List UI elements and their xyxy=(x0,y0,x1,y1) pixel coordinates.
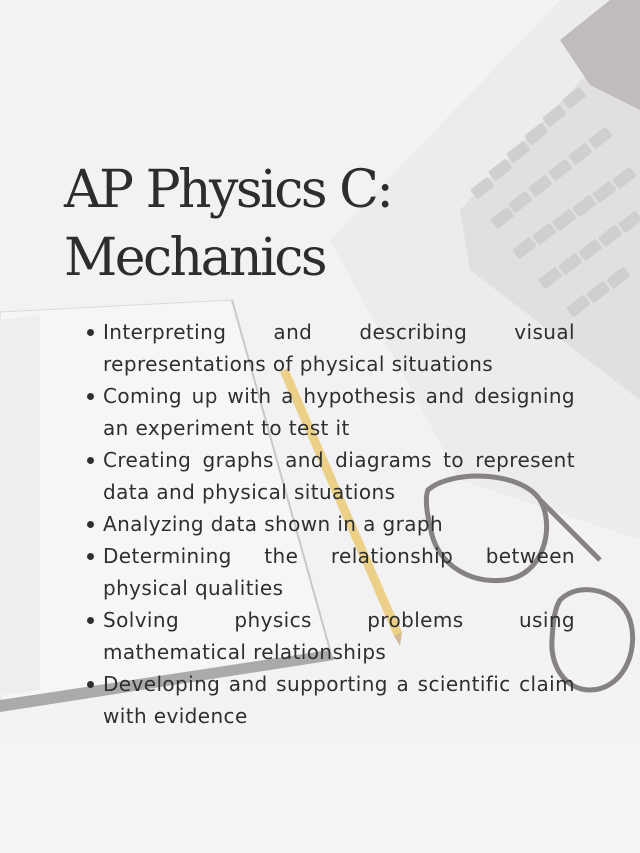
skills-list xyxy=(84,316,575,732)
list-item xyxy=(84,668,575,732)
bullet-icon xyxy=(87,553,94,560)
bullet-icon xyxy=(87,457,94,464)
list-item xyxy=(84,508,575,540)
list-item-text: Creating graphs and diagrams to represent data and physical situations xyxy=(103,448,575,504)
title-line-1: AP Physics C: xyxy=(64,160,392,220)
list-item xyxy=(84,316,575,380)
bullet-icon xyxy=(87,681,94,688)
list-item-text: Solving physics problems using mathematical relationships xyxy=(103,608,575,664)
page-title xyxy=(64,156,584,292)
bullet-icon xyxy=(87,329,94,336)
list-item xyxy=(84,540,575,604)
bullet-icon xyxy=(87,617,94,624)
title-line-2: Mechanics xyxy=(64,228,326,288)
list-item-text: Developing and supporting a scientific claim with evidence xyxy=(103,672,575,728)
bullet-icon xyxy=(87,521,94,528)
bullet-icon xyxy=(87,393,94,400)
list-item xyxy=(84,380,575,444)
list-item-text: Coming up with a hypothesis and designing an experiment to test it xyxy=(103,384,575,440)
list-item-text: Interpreting and describing visual representations of physical situations xyxy=(103,320,575,376)
list-item xyxy=(84,444,575,508)
list-item-text: Determining the relationship between physical qualities xyxy=(103,544,575,600)
list-item-text: Analyzing data shown in a graph xyxy=(103,512,444,536)
list-item xyxy=(84,604,575,668)
